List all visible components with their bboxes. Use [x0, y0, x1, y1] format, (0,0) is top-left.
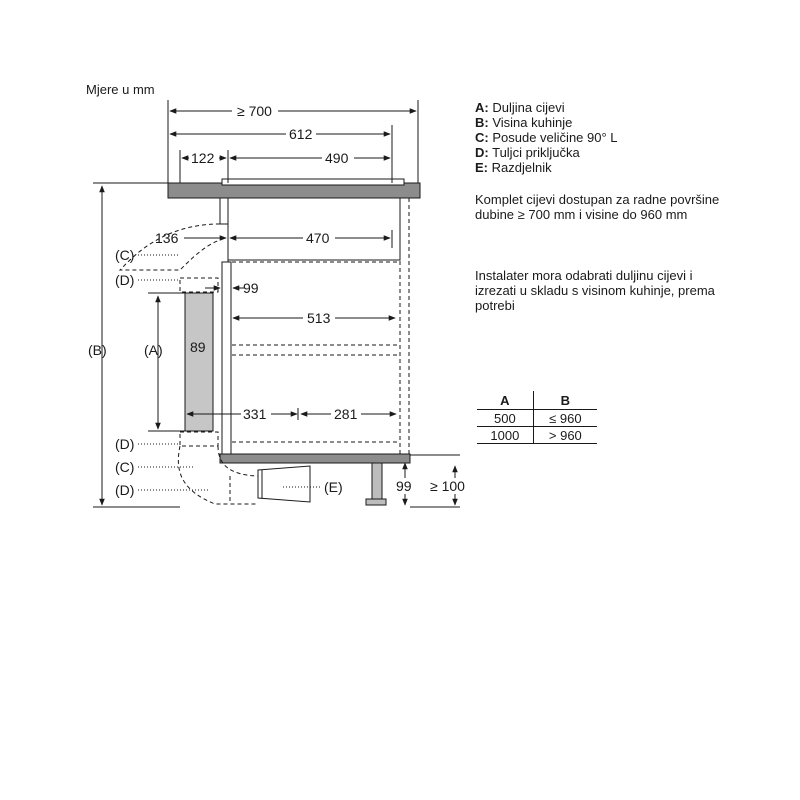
hob-connector: [220, 198, 228, 224]
base-shelf: [220, 454, 410, 463]
table-cell: > 960: [533, 427, 597, 444]
legend: [475, 100, 618, 175]
callout-d-top: (D): [115, 272, 135, 288]
dim-89-label: 89: [190, 339, 206, 355]
callout-d-bottom: (D): [115, 482, 135, 498]
callout-d-middle: (D): [115, 436, 135, 452]
callout-c-top: (C): [115, 247, 135, 263]
legend-item-e: E: Razdjelnik: [475, 160, 552, 175]
table-header-a: A: [477, 391, 533, 410]
dim-99-bottom-label: 99: [396, 478, 412, 494]
dim-490-label: 490: [325, 150, 349, 166]
callout-c-bottom: (C): [115, 459, 135, 475]
dim-136-label: 136: [155, 230, 179, 246]
length-height-table: [477, 391, 597, 444]
dim-331-label: 331: [243, 406, 267, 422]
dim-281-label: 281: [334, 406, 358, 422]
cabinet-back-panel: [222, 262, 231, 454]
callout-e: (E): [324, 479, 343, 495]
dimension-lines: [102, 111, 455, 505]
table-cell: 1000: [477, 427, 533, 444]
callout-a: (A): [144, 342, 163, 358]
table-cell: ≤ 960: [533, 410, 597, 427]
dim-100-label: ≥ 100: [430, 478, 465, 494]
distributor-e: [258, 466, 310, 502]
hob-body: [228, 198, 400, 260]
table-row: [477, 427, 597, 444]
dim-122-label: 122: [191, 150, 215, 166]
duct-pipe-a: [185, 293, 213, 431]
dim-99-top-label: 99: [243, 280, 259, 296]
table-cell: 500: [477, 410, 533, 427]
cabinet-foot: [366, 463, 386, 505]
hob-glass: [222, 179, 404, 185]
legend-item-a: A: Duljina cijevi: [475, 100, 565, 115]
callout-b: (B): [88, 342, 107, 358]
legend-item-c: C: Posude veličine 90° L: [475, 130, 618, 145]
units-label: Mjere u mm: [86, 82, 155, 97]
legend-item-b: B: Visina kuhinje: [475, 115, 573, 130]
note-installer: Instalater mora odabrati duljinu cijevi i izrezati u skladu s visinom kuhinje, prema potrebi: [475, 268, 715, 313]
dim-612-label: 612: [289, 126, 313, 142]
note-pipe-kit: Komplet cijevi dostupan za radne površine dubine ≥ 700 mm i visine do 960 mm: [475, 192, 720, 222]
table-row: [477, 410, 597, 427]
dim-513-label: 513: [307, 310, 331, 326]
dim-470-label: 470: [306, 230, 330, 246]
extension-lines: [93, 100, 460, 507]
table-header-b: B: [533, 391, 597, 410]
legend-item-d: D: Tuljci priključka: [475, 145, 580, 160]
dim-700-label: ≥ 700: [237, 103, 272, 119]
